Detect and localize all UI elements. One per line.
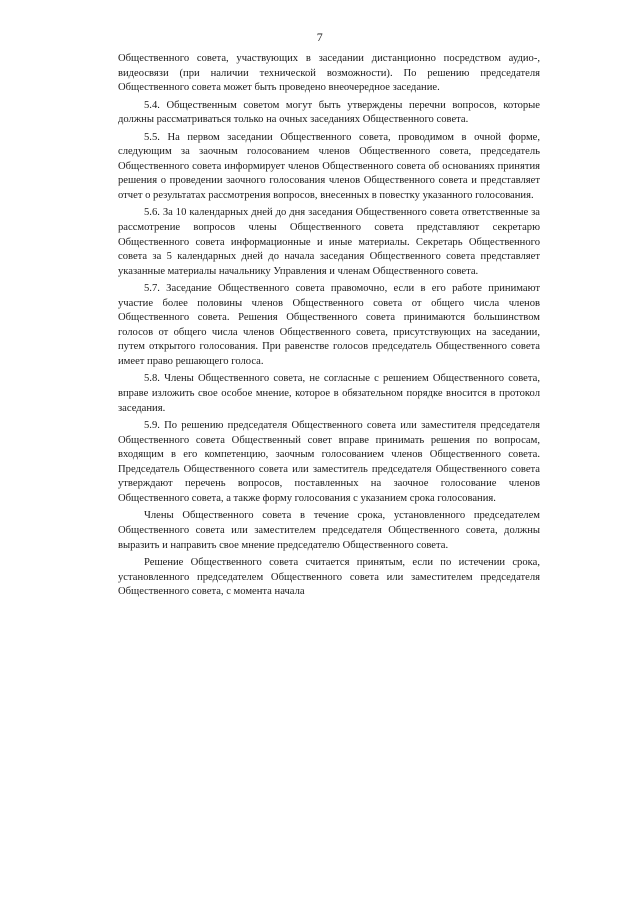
paragraph-5-6: 5.6. За 10 календарных дней до дня заседания Общественного совета ответственные за рассмотрение вопросов члены Общественного совета представляют секретарю Общественного совета информационные и иные материалы. Секретарь Общественного совета за 5 календарных дней до начала заседания Общественного совета представляет указанные материалы начальнику Управления и членам Общественного совета. <box>118 207 540 277</box>
page-number: 7 <box>316 30 324 44</box>
paragraph-5-4: 5.4. Общественным советом могут быть утверждены перечни вопросов, которые должны рассматриваться только на очных заседаниях Общественного совета. <box>118 99 540 126</box>
paragraph-5-8: 5.8. Члены Общественного совета, не согласные с решением Общественного совета, вправе изложить свое особое мнение, которое в обязательном порядке вносится в протокол заседания. <box>118 373 540 414</box>
paragraph-5-9: 5.9. По решению председателя Общественного совета или заместителя председателя Общественного совета Общественный совет вправе принимать решения по вопросам, входящим в его компетенцию, заочным голосованием членов Общественного совета. Председатель Общественного совета или заместитель председателя Общественного совета утверждают перечень вопросов, поставленных на заочное голосование членов Общественного совета, а также форму голосования с указанием срока голосования. <box>118 420 540 504</box>
paragraph-members-opinion: Члены Общественного совета в течение срока, установленного председателем Общественного совета или заместителем председателя Общественного совета, должны выразить и направить свое мнение председателю Общественного совета. <box>118 510 540 551</box>
paragraph-5-5: 5.5. На первом заседании Общественного совета, проводимом в очной форме, следующим за заочным голосованием членов Общественного совета, председатель Общественного совета информирует членов Общественного совета об основаниях принятия решения о проведении заочного голосования членов Общественного совета и представляет отчет о результатах рассмотрения вопросов, внесенных в повестку указанного голосования. <box>118 131 540 201</box>
paragraph-continuation: Общественного совета, участвующих в заседании дистанционно посредством аудио-, видеосвязи (при наличии технической возможности). По решению председателя Общественного совета может быть проведено внеочередное заседание. <box>118 53 540 94</box>
paragraph-5-7: 5.7. Заседание Общественного совета правомочно, если в его работе принимают участие более половины членов Общественного совета от общего числа членов Общественного совета. Решения Общественного совета принимаются большинством голосов от общего числа членов Общественного совета, присутствующих на заседании, путем открытого голосования. При равенстве голосов председатель Общественного совета имеет право решающего голоса. <box>118 283 540 367</box>
paragraph-decision-adopted: Решение Общественного совета считается принятым, если по истечении срока, установленного председателем Общественного совета или заместителем председателя Общественного совета, с момента начала <box>118 557 540 598</box>
document-body <box>118 52 540 603</box>
